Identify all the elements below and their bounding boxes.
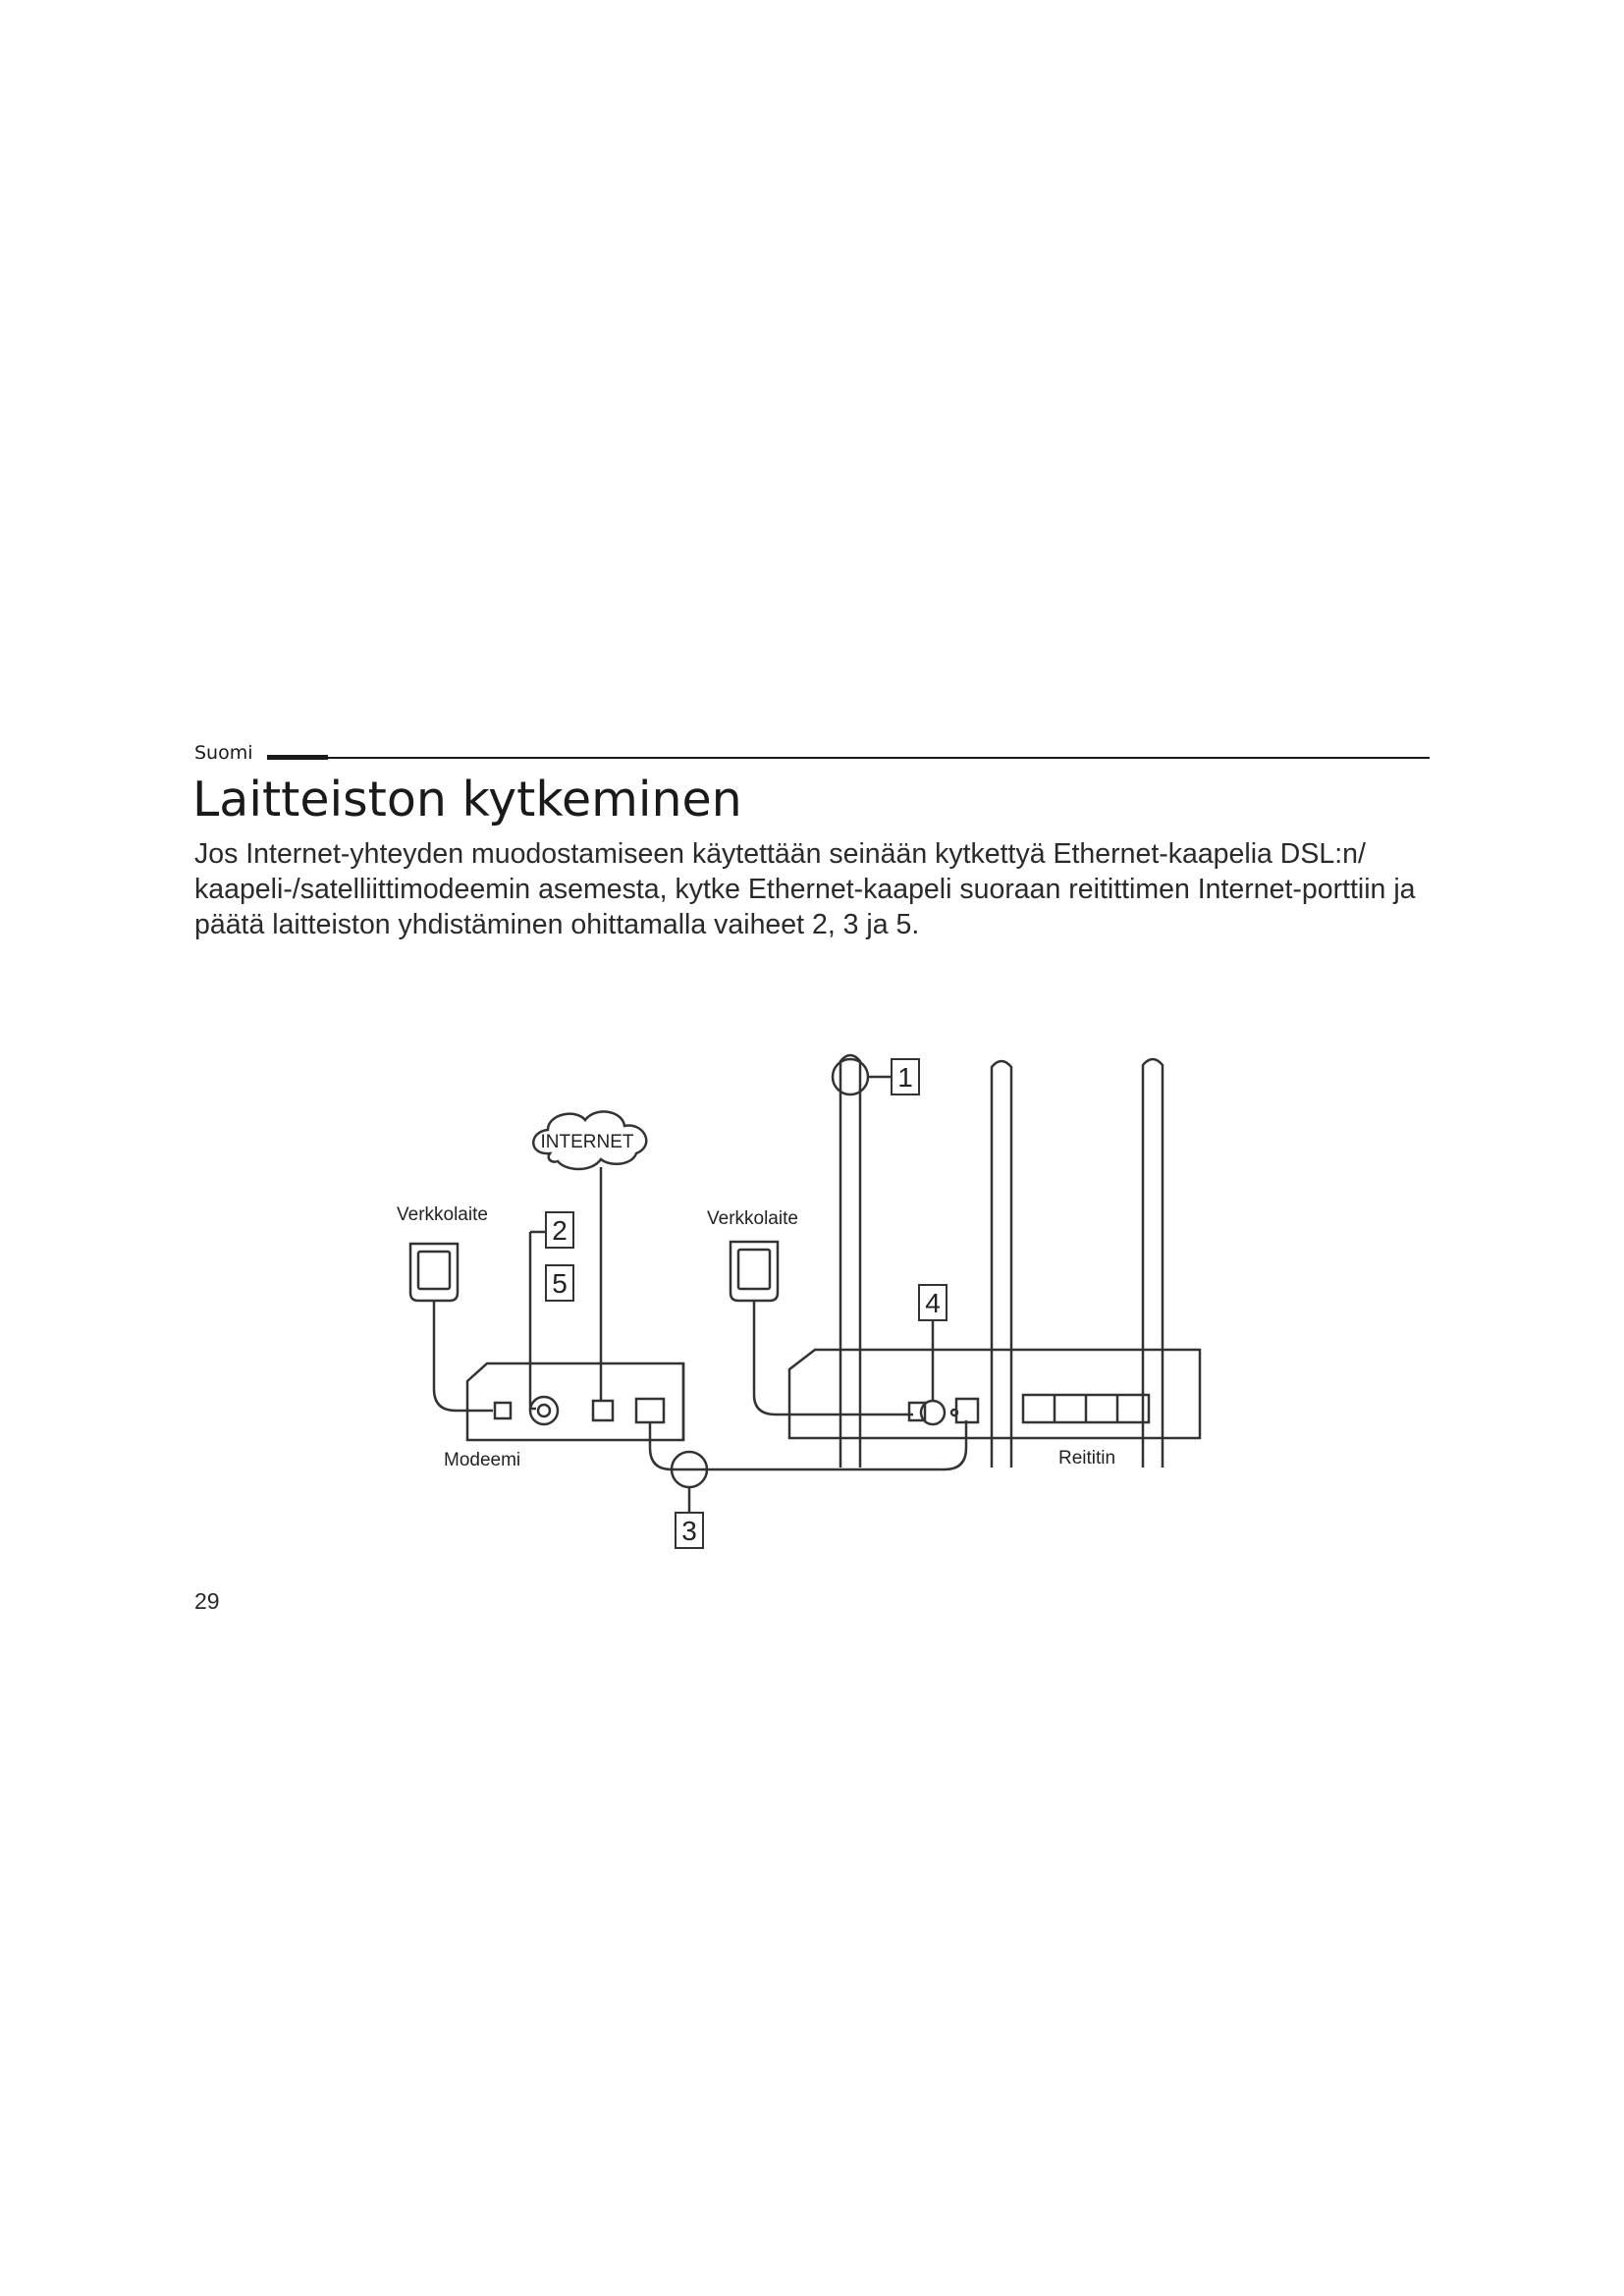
page-title: Laitteiston kytkeminen	[192, 772, 742, 828]
antenna-middle	[992, 1061, 1011, 1468]
adapter-right-label: Verkkolaite	[707, 1208, 798, 1229]
header-rule	[328, 757, 1430, 759]
intro-paragraph: Jos Internet-yhteyden muodostamiseen käytettään seinään kytkettyä Ethernet-kaapelia DSL:n/ kaapeli-/satelliittimodeemin asemesta, kytke Ethernet-kaapeli suoraan reitittimen Internet-porttiin ja päätä laitteiston yhdistäminen ohittamalla vaiheet 2, 3 ja 5.	[194, 838, 1416, 940]
step5-label: 5	[552, 1268, 568, 1299]
internet-label: INTERNET	[540, 1132, 634, 1152]
language-header	[194, 742, 1430, 766]
modem-label: Modeemi	[444, 1450, 521, 1470]
antenna-right	[1143, 1059, 1163, 1468]
connection-diagram	[383, 1036, 1247, 1585]
antenna-left	[840, 1055, 860, 1468]
adapter-left-label: Verkkolaite	[397, 1204, 488, 1225]
ethernet-cable	[650, 1420, 966, 1469]
step2-label: 2	[552, 1215, 568, 1246]
language-label: Suomi	[194, 742, 253, 764]
adapter-left-cable	[434, 1301, 493, 1411]
header-accent-bar	[267, 755, 328, 760]
page-number: 29	[194, 1588, 220, 1614]
router-label: Reititin	[1058, 1448, 1116, 1468]
adapter-right-cable	[754, 1301, 913, 1415]
step1-label: 1	[897, 1062, 913, 1093]
step4-label: 4	[925, 1288, 941, 1318]
step3-label: 3	[681, 1516, 697, 1546]
step1-highlight-circle	[833, 1059, 868, 1095]
